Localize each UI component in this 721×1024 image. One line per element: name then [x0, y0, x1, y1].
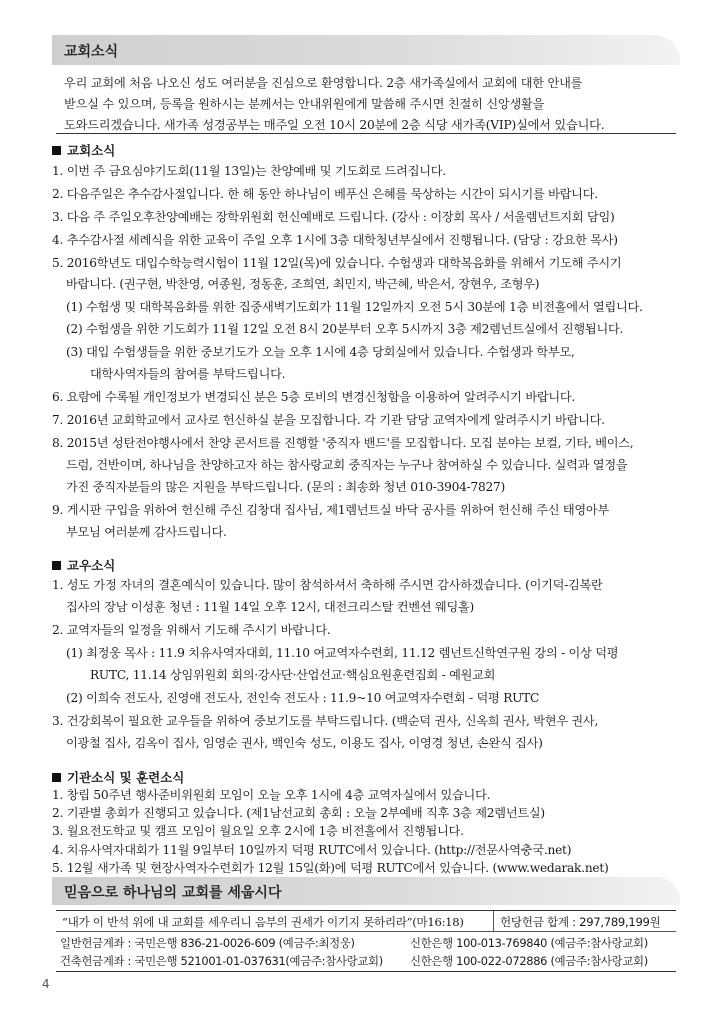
- general-account-alt: 신한은행 100-013-769840 (예금주:참사랑교회): [410, 936, 648, 950]
- square-bullet-icon: [52, 146, 61, 155]
- list-item: 대학사역자들의 참여를 부탁드립니다.: [90, 367, 286, 381]
- list-item: 4. 추수감사절 세례식을 위한 교육이 주일 오후 1시에 3층 대학청년부실에서 진행됩니다. (담당 : 강요한 목사): [52, 233, 618, 247]
- list-item: 2. 다음주일은 추수감사절입니다. 한 해 동안 하나님이 베푸신 은혜를 묵상하는 시간이 되시기를 바랍니다.: [52, 187, 598, 201]
- list-item: 2. 기관별 총회가 진행되고 있습니다. (제1남선교회 총회 : 오늘 2부예배 직후 3층 제2렘넌트실): [52, 806, 545, 821]
- divider: [493, 911, 494, 931]
- list-item: 이광철 집사, 김옥이 집사, 임영순 권사, 백인숙 성도, 이용도 집사, 이영경 청년, 손완식 집사): [66, 736, 543, 750]
- building-account-alt: 신한은행 100-022-072886 (예금주:참사랑교회): [410, 954, 648, 968]
- list-item: 2. 교역자들의 일정을 위해서 기도해 주시기 바랍니다.: [52, 623, 331, 637]
- welcome-line: 받으실 수 있으며, 등록을 원하시는 분께서는 안내위원에게 말씀해 주시면 친절히 신앙생활을: [64, 97, 545, 111]
- offering-total: 헌당헌금 합계 : 297,789,199원: [500, 915, 661, 929]
- list-item: 가진 중직자분들의 많은 지원을 부탁드립니다. (문의 : 최송화 청년 010-3904-7827): [66, 480, 505, 494]
- list-item: 6. 요람에 수록될 개인정보가 변경되신 분은 5층 로비의 변경신청함을 이용하여 알려주시기 바랍니다.: [52, 390, 576, 404]
- section-header-bar: [52, 35, 680, 65]
- agencies-news-heading: 기관소식 및 훈련소식: [52, 768, 184, 786]
- members-news-heading: 교우소식: [52, 556, 115, 574]
- list-item: 부모님 여러분께 감사드립니다.: [66, 525, 227, 539]
- list-item: 3. 다음 주 주일오후찬양예배는 장학위원회 헌신예배로 드립니다. (강사 : 이장회 목사 / 서울렘넌트지회 담임): [52, 210, 615, 224]
- page-title: 교회소식: [64, 44, 119, 60]
- footer-info-box: [56, 910, 676, 972]
- welcome-line: 우리 교회에 처음 나오신 성도 여러분을 진심으로 환영합니다. 2층 새가족실에서 교회에 대한 안내를: [64, 76, 583, 90]
- list-item: (1) 수험생 및 대학복음화를 위한 집중새벽기도회가 11월 12일까지 오전 5시 30분에 1층 비전홀에서 열립니다.: [66, 300, 643, 314]
- welcome-notice: [56, 70, 676, 134]
- list-item: 5. 2016학년도 대입수학능력시험이 11월 12일(목)에 있습니다. 수험생과 대학복음화를 위해서 기도해 주시기: [52, 256, 622, 270]
- list-item: (3) 대입 수험생들을 위한 중보기도가 오늘 오후 1시에 4층 당회실에서 있습니다. 수험생과 학부모,: [66, 345, 575, 359]
- list-item: 1. 이번 주 금요심야기도회(11월 13일)는 찬양예배 및 기도회로 드려집니다.: [52, 164, 446, 178]
- square-bullet-icon: [52, 561, 61, 570]
- church-news-heading: 교회소식: [52, 141, 115, 159]
- list-item: 바랍니다. (권구현, 박찬영, 여종원, 정동훈, 조희연, 최민지, 박근혜, 박은서, 장현우, 조형우): [66, 277, 540, 291]
- page-number: 4: [42, 977, 50, 991]
- list-item: 7. 2016년 교회학교에서 교사로 헌신하실 분을 모집합니다. 각 기관 담당 교역자에게 알려주시기 바랍니다.: [52, 413, 605, 427]
- list-item: 9. 게시판 구입을 위하여 헌신해 주신 김창대 집사님, 제1렘넌트실 바닥 공사를 위하여 헌신해 주신 태영아부: [52, 503, 609, 517]
- list-item: 4. 치유사역자대회가 11월 9일부터 10일까지 덕평 RUTC에서 있습니다. (http://전문사역충국.net): [52, 842, 572, 857]
- list-item: 집사의 장남 이성훈 청년 : 11월 14일 오후 12시, 대전크리스탈 컨벤션 웨딩홀): [66, 600, 474, 614]
- motto-bar: [52, 877, 680, 905]
- list-item: 1. 성도 가정 자녀의 결혼예식이 있습니다. 많이 참석하셔서 축하해 주시면 감사하겠습니다. (이기덕-김복란: [52, 578, 603, 592]
- list-item: (2) 수험생을 위한 기도회가 11월 12일 오전 8시 20분부터 오후 5시까지 3층 제2렘넌트실에서 진행됩니다.: [66, 322, 624, 336]
- list-item: 3. 건강회복이 필요한 교우들을 위하여 중보기도를 부탁드립니다. (백순덕 권사, 신옥희 권사, 박현우 권사,: [52, 714, 599, 728]
- list-item: 1. 창립 50주년 행사준비위원회 모임이 오늘 오후 1시에 4층 교역자실에서 있습니다.: [52, 788, 491, 802]
- building-account: 건축헌금계좌 : 국민은행 521001-01-037631(예금주:참사랑교회): [60, 954, 383, 968]
- list-item: 3. 월요전도학교 및 캠프 모임이 월요일 오후 2시에 1층 비전홀에서 진행됩니다.: [52, 824, 464, 839]
- list-item: (2) 이희숙 전도사, 진영애 전도사, 전인숙 전도사 : 11.9~10 여교역자수련회 - 덕평 RUTC: [66, 691, 540, 705]
- list-item: RUTC, 11.14 상임위원회 회의·강사단·산업선교·핵심요원훈련집회 - 예원교회: [90, 668, 496, 682]
- motto-title: 믿음으로 하나님의 교회를 세웁시다: [64, 885, 282, 901]
- square-bullet-icon: [52, 773, 61, 782]
- bible-verse: “내가 이 반석 위에 내 교회를 세우리니 음부의 권세가 이기지 못하리라”(마16:18): [62, 915, 464, 929]
- welcome-line: 도와드리겠습니다. 새가족 성경공부는 매주일 오전 10시 20분에 2층 식당 새가족(VIP)실에서 있습니다.: [64, 118, 605, 132]
- list-item: 5. 12월 새가족 및 현장사역자수련회가 12월 15일(화)에 덕평 RUTC에서 있습니다. (www.wedarak.net): [52, 860, 609, 875]
- list-item: (1) 최정웅 목사 : 11.9 치유사역자대회, 11.10 여교역자수련회, 11.12 렘넌트신학연구원 강의 - 이상 덕평: [66, 646, 619, 660]
- list-item: 8. 2015년 성탄전야행사에서 찬양 콘서트를 진행할 '중직자 밴드'를 모집합니다. 모집 분야는 보컬, 기타, 베이스,: [52, 436, 634, 450]
- list-item: 드럼, 건반이며, 하나님을 찬양하고자 하는 참사랑교회 중직자는 누구나 참여하실 수 있습니다. 실력과 열정을: [66, 458, 628, 472]
- general-account: 일반헌금계좌 : 국민은행 836-21-0026-609 (예금주:최정웅): [60, 936, 355, 950]
- footer-top-row: [56, 911, 676, 932]
